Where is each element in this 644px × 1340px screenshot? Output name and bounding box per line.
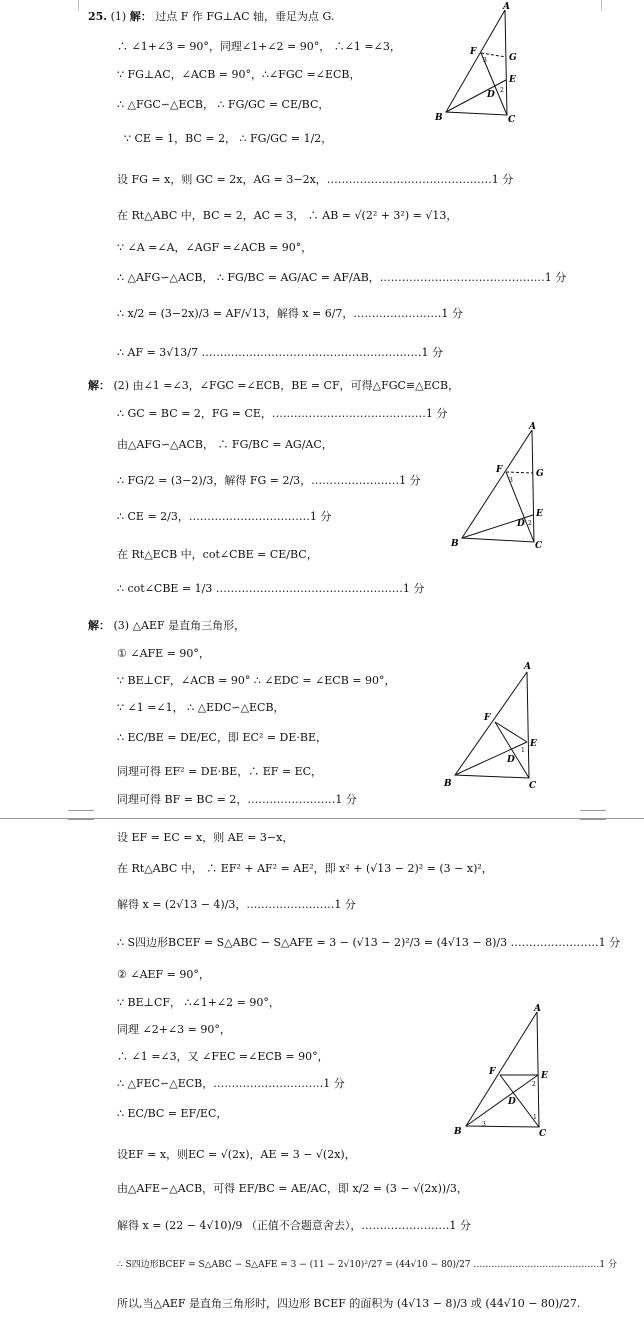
fig3-label-b: B: [444, 779, 452, 789]
fig1-num-2: 2: [500, 87, 504, 94]
fig3-label-c: C: [529, 781, 537, 790]
fig4-label-b: B: [454, 1127, 462, 1137]
fig4-label-e: E: [541, 1071, 548, 1081]
p1-text-0: 过点 F 作 FG⊥AC 轴，垂足为点 G.: [155, 10, 335, 23]
pg2-line-7: ∴ ∠1 =∠3，又 ∠FEC =∠ECB = 90°，: [117, 1050, 329, 1063]
fig3-line-fe: [495, 722, 527, 742]
figure-2: [448, 420, 548, 550]
fig4-label-c: C: [539, 1129, 547, 1139]
fig3-label-f: F: [484, 713, 491, 723]
fig1-label-b: B: [435, 113, 443, 123]
fig4-label-d: D: [508, 1097, 516, 1107]
p3-line-3: ∵ ∠1 =∠1， ∴ △EDC∽△ECB，: [117, 701, 285, 714]
fig1-triangle: [446, 10, 507, 115]
fig2-label-b: B: [451, 539, 459, 549]
pg2-line-1: 在 Rt△ABC 中， ∴ EF² + AF² = AE²，即 x² + (√13 − 2)² = (3 − x)²，: [117, 862, 493, 875]
fig1-label-e: E: [509, 75, 516, 85]
fig2-num-2: 2: [528, 520, 532, 527]
p1-line-7: ∵ ∠A =∠A，∠AGF =∠ACB = 90°，: [117, 241, 313, 254]
fig4-num-2: 2: [532, 1081, 536, 1088]
fig2-label-g: G: [536, 469, 544, 479]
p1-line-6: 在 Rt△ABC 中，BC = 2，AC = 3， ∴ AB = √(2² + 3²) = √13，: [117, 209, 458, 222]
pg2-line-5: ∵ BE⊥CF， ∴∠1+∠2 = 90°，: [117, 996, 280, 1009]
p2-line-3: ∴ FG/2 = (3−2)/3，解得 FG = 2/3，……………………1 分: [117, 474, 421, 487]
pg2-line-12: 解得 x = (22 − 4√10)/9 （正值不合题意舍去），……………………1 分: [117, 1219, 471, 1232]
p1-line-0: [88, 9, 334, 25]
fig3-label-e: E: [530, 739, 537, 749]
p3-text-0: (3) △AEF 是直角三角形，: [113, 619, 246, 632]
fig2-label-c: C: [535, 541, 543, 550]
pg2-line-3: ∴ S四边形BCEF = S△ABC − S△AFE = 3 − (√13 − 2)²/3 = (4√13 − 8)/3 ……………………1 分: [117, 936, 621, 949]
pg2-line-11: 由△AFE∽△ACB，可得 EF/BC = AE/AC，即 x/2 = (3 − √(2x))/3，: [117, 1182, 468, 1195]
fig4-num-3: 3: [482, 1121, 486, 1128]
figure-3: [443, 660, 543, 790]
p1-line-4: ∵ CE = 1，BC = 2， ∴ FG/GC = 1/2，: [124, 132, 333, 145]
fig3-num-1: 1: [521, 747, 525, 754]
p1-line-1: ∴ ∠1+∠3 = 90°，同理∠1+∠2 = 90°， ∴∠1 =∠3，: [117, 40, 401, 53]
fig1-label-c: C: [508, 115, 516, 124]
fig1-label-d: D: [487, 90, 495, 100]
fig2-label-a: A: [529, 422, 536, 432]
p2-line-6: ∴ cot∠CBE = 1/3 ……………………………………………1 分: [117, 582, 425, 595]
p3-line-2: ∵ BE⊥CF，∠ACB = 90° ∴ ∠EDC = ∠ECB = 90°，: [117, 674, 396, 687]
figure-4: [448, 1002, 548, 1140]
fig2-label-e: E: [536, 509, 543, 519]
fig4-triangle: [466, 1012, 539, 1127]
p1-line-3: ∴ △FGC∽△ECB， ∴ FG/GC = CE/BC，: [117, 98, 330, 111]
pg2-line-2: 解得 x = (2√13 − 4)/3，……………………1 分: [117, 898, 356, 911]
left-margin-line: [78, 0, 79, 10]
p1-line-8: ∴ △AFG∽△ACB， ∴ FG/BC = AG/AC = AF/AB，………………………………………1 分: [117, 271, 567, 284]
pg2-line-13: ∴ S四边形BCEF = S△ABC − S△AFE = 3 − (11 − 2√10)²/27 = (44√10 − 80)/27 ……………………………………1 分: [117, 1260, 617, 1270]
fig3-triangle: [455, 672, 529, 778]
p2-line-0: [88, 378, 459, 394]
p1-line-2: ∵ FG⊥AC，∠ACB = 90°，∴∠FGC =∠ECB，: [117, 68, 361, 81]
fig4-num-1: 1: [533, 1114, 537, 1121]
pg2-line-0: 设 EF = EC = x，则 AE = 3−x，: [117, 831, 294, 844]
p1-label: (1): [110, 10, 127, 23]
fig2-num-3: 3: [509, 477, 513, 484]
problem-number: 25.: [88, 10, 108, 23]
fig1-label-g: G: [509, 53, 517, 63]
p2-line-5: 在 Rt△ECB 中，cot∠CBE = CE/BC，: [117, 548, 318, 561]
figure-1: [430, 2, 530, 124]
p3-line-1: ① ∠AFE = 90°，: [117, 647, 210, 660]
fig3-label-a: A: [524, 662, 531, 672]
p3-line-4: ∴ EC/BE = DE/EC，即 EC² = DE·BE，: [117, 731, 327, 744]
fig1-label-f: F: [470, 47, 477, 57]
p1-line-5: 设 FG = x，则 GC = 2x，AG = 3−2x，………………………………………1 分: [117, 173, 514, 186]
pg2-line-14: 所以,当△AEF 是直角三角形时，四边形 BCEF 的面积为 (4√13 − 8)/3 或 (44√10 − 80)/27.: [117, 1297, 581, 1310]
pg2-line-9: ∴ EC/BC = EF/EC，: [117, 1107, 228, 1120]
fig1-num-3: 3: [483, 57, 487, 64]
page-separator: [0, 818, 644, 819]
p1-line-10: ∴ AF = 3√13/7 ……………………………………………………1 分: [117, 346, 443, 359]
fig2-line-fg: [506, 472, 533, 473]
fig1-label-a: A: [503, 2, 510, 12]
pg2-line-4: ② ∠AEF = 90°，: [117, 968, 210, 981]
p3-line-6: 同理可得 BF = BC = 2，……………………1 分: [117, 793, 357, 806]
fig4-line-be: [466, 1075, 538, 1126]
pg2-line-6: 同理 ∠2+∠3 = 90°，: [117, 1023, 231, 1036]
p2-line-1: ∴ GC = BC = 2，FG = CE，……………………………………1 分: [117, 407, 448, 420]
p2-line-2: 由△AFG∽△ACB， ∴ FG/BC = AG/AC，: [117, 438, 333, 451]
p2-text-0: (2) 由∠1 =∠3，∠FGC =∠ECB，BE = CF，可得△FGC≌△ECB，: [113, 379, 460, 392]
p2-line-4: ∴ CE = 2/3，……………………………1 分: [117, 510, 332, 523]
p1-jie: 解：: [129, 10, 152, 23]
p1-line-9: ∴ x/2 = (3−2x)/3 = AF/√13，解得 x = 6/7，……………………1 分: [117, 307, 463, 320]
right-margin-line: [601, 0, 602, 10]
fig3-line-be: [455, 742, 527, 775]
fig2-label-f: F: [496, 465, 503, 475]
p3-jie: 解：: [88, 619, 110, 632]
p3-line-0: [88, 618, 245, 634]
fig4-label-a: A: [534, 1004, 541, 1014]
p2-jie: 解：: [88, 379, 110, 392]
p3-line-5: 同理可得 EF² = DE·BE，∴ EF = EC，: [117, 765, 323, 778]
fig3-label-d: D: [507, 755, 515, 765]
pg2-line-10: 设EF = x，则EC = √(2x)，AE = 3 − √(2x)，: [117, 1148, 356, 1161]
pg2-line-8: ∴ △FEC∽△ECB，…………………………1 分: [117, 1077, 345, 1090]
fig2-label-d: D: [517, 519, 525, 529]
fig4-label-f: F: [489, 1067, 496, 1077]
